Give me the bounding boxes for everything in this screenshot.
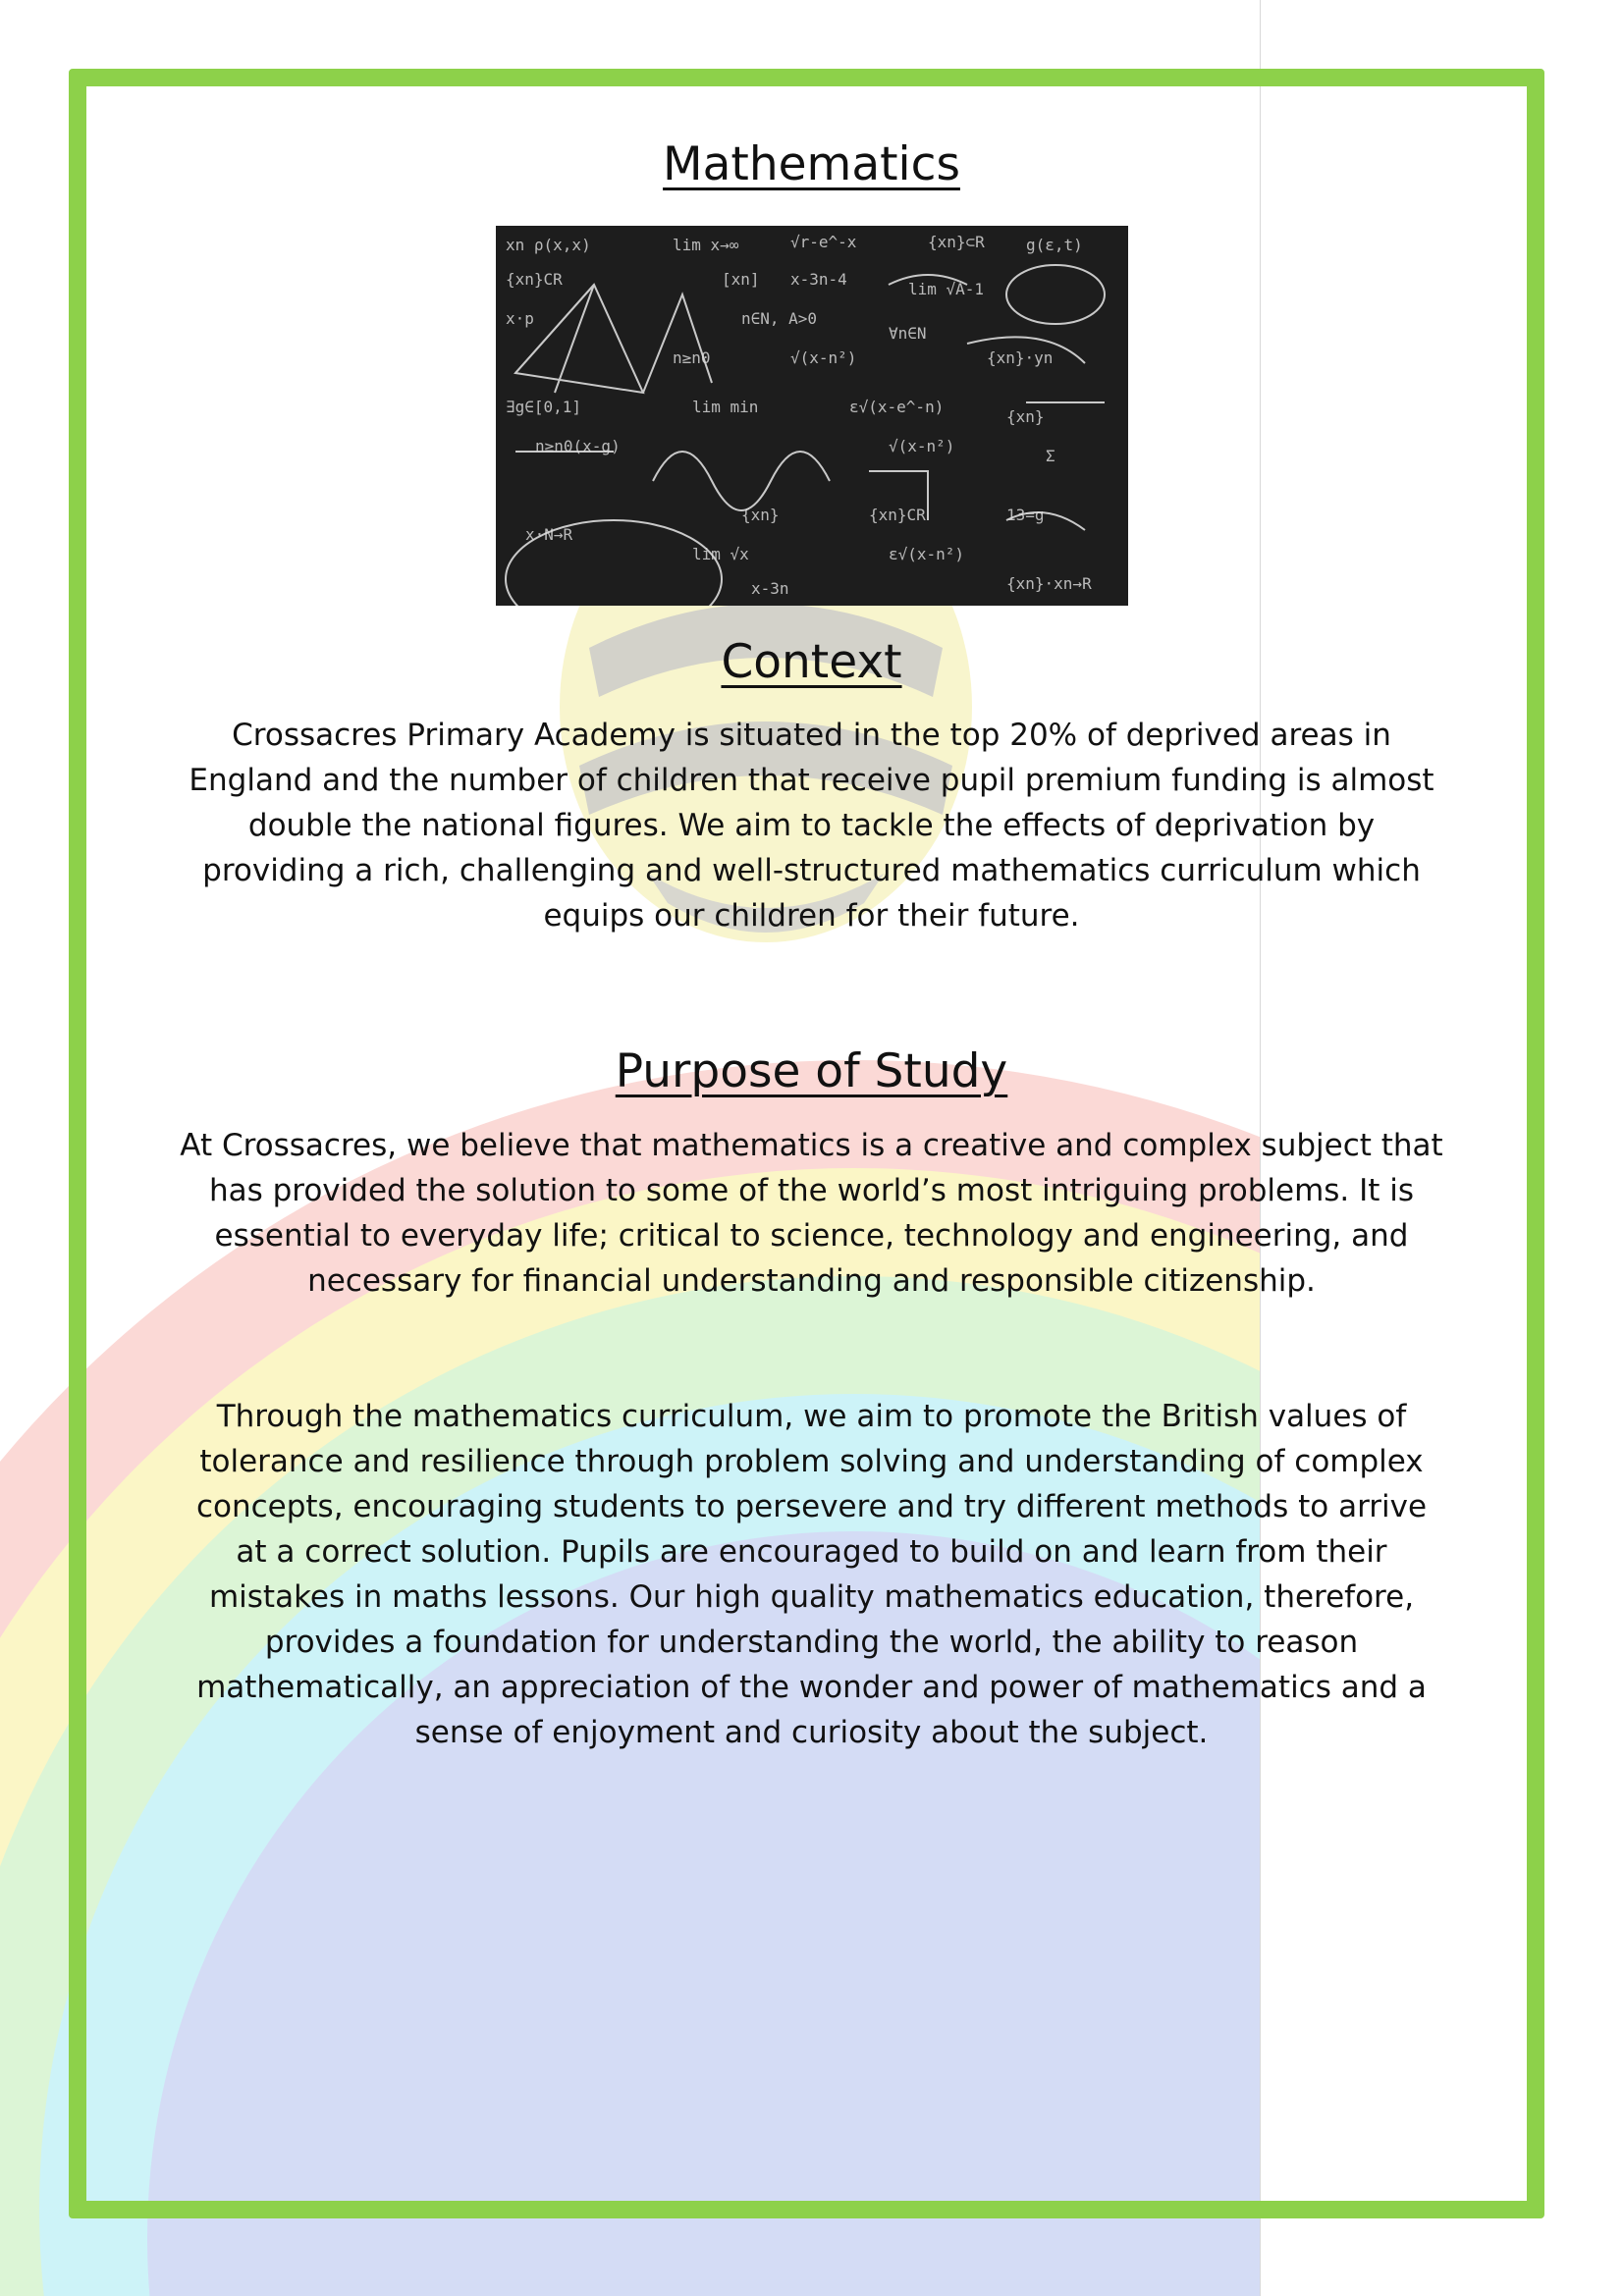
svg-text:[xn]: [xn] [721, 270, 760, 290]
svg-text:lim x→∞: lim x→∞ [672, 236, 738, 255]
document-content [147, 118, 1476, 1755]
svg-text:x-3n: x-3n [750, 579, 789, 599]
chalkboard-formulas-image [496, 226, 1128, 606]
svg-text:Σ: Σ [1045, 447, 1055, 466]
svg-text:n∈N, A>0: n∈N, A>0 [740, 309, 817, 329]
svg-text:∃g∈[0,1]: ∃g∈[0,1] [505, 398, 581, 417]
svg-text:xn ρ(x,x): xn ρ(x,x) [505, 236, 591, 255]
svg-text:{xn}CR: {xn}CR [505, 270, 563, 290]
svg-text:{xn}: {xn} [1005, 407, 1045, 427]
svg-text:x-3n-4: x-3n-4 [789, 270, 847, 290]
svg-text:{xn}CR: {xn}CR [868, 506, 926, 525]
svg-text:13=g: 13=g [1005, 506, 1045, 525]
purpose-paragraph-1: At Crossacres, we believe that mathematics is a creative and complex subject that has provided the solution to some of the world’s most intriguing problems. It is essential to everyday life; critical to science, technology and engineering, and necessary for financial understanding and responsible citizenship. [180, 1128, 1443, 1300]
svg-text:n≥n0: n≥n0 [672, 348, 711, 368]
svg-text:{xn}·xn→R: {xn}·xn→R [1005, 574, 1092, 594]
purpose-heading: Purpose of Study [615, 1043, 1008, 1098]
page-title: Mathematics [663, 137, 960, 191]
svg-text:∀n∈N: ∀n∈N [888, 324, 927, 344]
svg-text:√(x-n²): √(x-n²) [888, 437, 954, 456]
svg-text:√(x-n²): √(x-n²) [789, 348, 856, 368]
svg-text:n≥n0(x-g): n≥n0(x-g) [534, 437, 621, 456]
svg-text:{xn}: {xn} [740, 506, 780, 525]
svg-text:g(ε,t): g(ε,t) [1025, 236, 1083, 255]
svg-text:lim √A-1: lim √A-1 [907, 280, 984, 299]
svg-text:lim √x: lim √x [691, 545, 749, 564]
svg-text:lim min: lim min [691, 398, 758, 417]
purpose-paragraph-2: Through the mathematics curriculum, we aim to promote the British values of tolerance and resilience through problem solving and understanding of complex concepts, encouraging students to persevere and try different methods to arrive at a correct solution. Pupils are encouraged to build on and learn from their mistakes in maths lessons. Our high quality mathematics education, therefore, provides a foundation for understanding the world, the ability to reason mathematically, an appreciation of the wonder and power of mathematics and a sense of enjoyment and curiosity about the subject. [195, 1399, 1428, 1751]
context-heading: Context [721, 635, 902, 690]
svg-text:ε√(x-n²): ε√(x-n²) [888, 545, 964, 564]
svg-text:x·p: x·p [505, 309, 534, 329]
svg-text:x·N→R: x·N→R [524, 525, 572, 545]
svg-text:{xn}·yn: {xn}·yn [986, 348, 1053, 368]
svg-text:ε√(x-e^-n): ε√(x-e^-n) [848, 398, 944, 417]
svg-text:{xn}⊂R: {xn}⊂R [927, 233, 985, 252]
svg-text:√r-e^-x: √r-e^-x [789, 233, 856, 252]
context-paragraph: Crossacres Primary Academy is situated in the top 20% of deprived areas in England and the number of children that receive pupil premium funding is almost double the national figures. We aim to tackle the effects of deprivation by providing a rich, challenging and well-structured mathematics curriculum which equips our children for their future. [189, 717, 1434, 934]
